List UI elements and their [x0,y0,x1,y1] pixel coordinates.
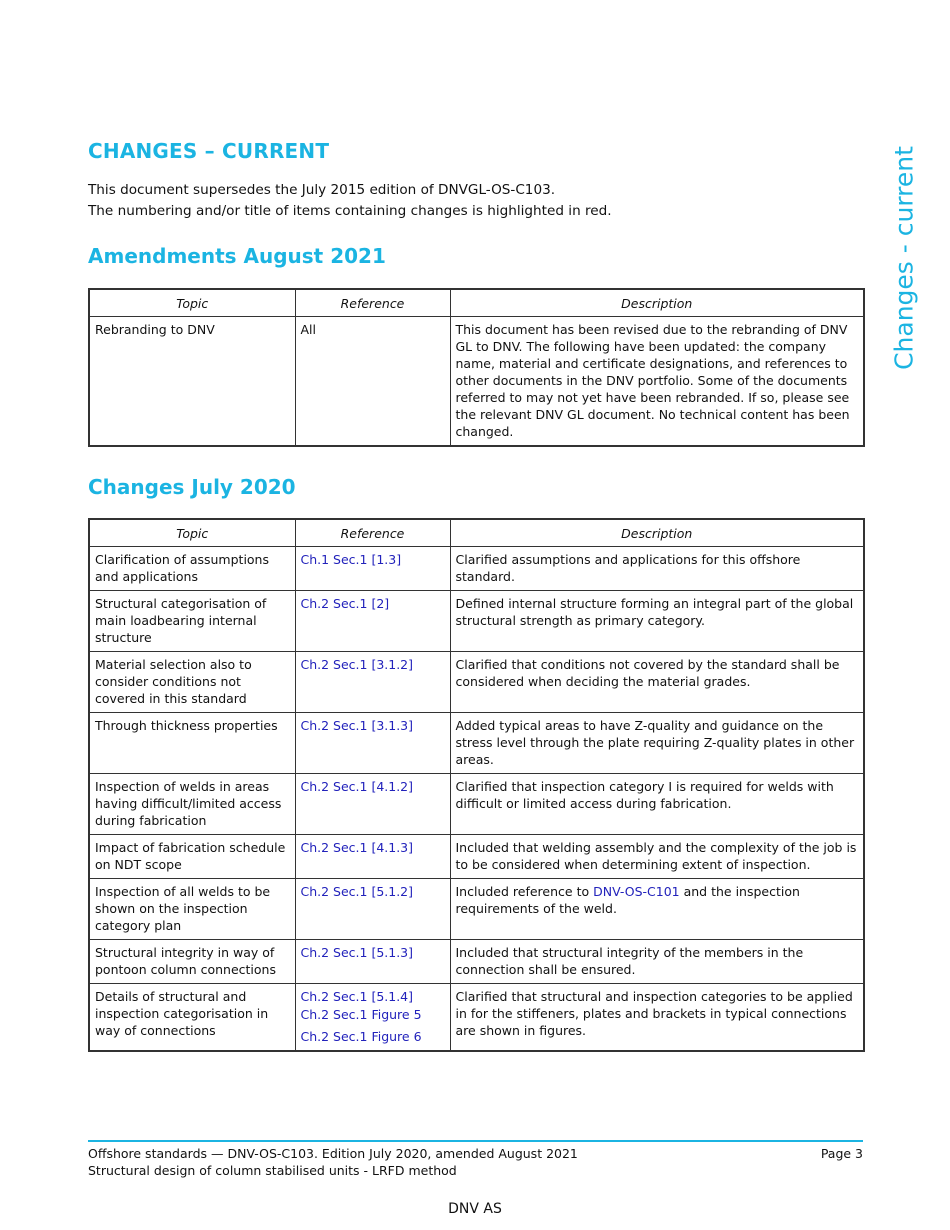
table-row [89,879,864,940]
description-cell: Clarified assumptions and applications for this offshore standard. [450,547,864,591]
description-cell: Clarified that conditions not covered by the standard shall be considered when deciding the material grades. [450,652,864,713]
description-cell: Added typical areas to have Z-quality and guidance on the stress level through the plate requiring Z-quality plates in other areas. [450,713,864,774]
description-cell: This document has been revised due to the rebranding of DNV GL to DNV. The following have been updated: the company name, material and certificate designations, and references to other documents in the DNV portfolio. Some of the documents referred to may not yet have been rebranded. If so, please see the relevant DNV GL document. No technical content has been changed. [450,317,864,447]
changes-table [88,518,865,1052]
intro-line-1: This document supersedes the July 2015 edition of DNVGL-OS-C103. [88,182,556,198]
side-tab [888,145,920,371]
footer-document-title: Offshore standards — DNV-OS-C103. Edition July 2020, amended August 2021 [88,1146,578,1161]
reference-cell [295,591,450,652]
intro-line-2: The numbering and/or title of items containing changes is highlighted in red. [88,203,612,219]
document-link[interactable]: DNV-OS-C101 [593,884,680,899]
topic-cell: Material selection also to consider conditions not covered in this standard [89,652,295,713]
reference-link[interactable]: Ch.2 Sec.1 [3.1.3] [300,718,414,733]
description-cell: Clarified that inspection category I is required for welds with difficult or limited access during fabrication. [450,774,864,835]
reference-cell [295,713,450,774]
description-cell: Clarified that structural and inspection categories to be applied in for the stiffeners, plates and brackets in typical connections are shown in figures. [450,984,864,1052]
reference-link[interactable]: Ch.2 Sec.1 [4.1.3] [300,840,414,855]
table-row [89,547,864,591]
description-cell: Defined internal structure forming an integral part of the global structural strength as primary category. [450,591,864,652]
reference-link[interactable]: Ch.2 Sec.1 Figure 6 [300,1029,422,1044]
description-text: and the inspection requirements of the weld. [455,884,800,916]
description-cell: Included that welding assembly and the complexity of the job is to be considered when determining extent of inspection. [450,835,864,879]
reference-link[interactable]: Ch.1 Sec.1 [1.3] [300,552,402,567]
reference-link[interactable]: Ch.2 Sec.1 [2] [300,596,390,611]
reference-link[interactable]: Ch.2 Sec.1 [4.1.2] [300,779,414,794]
column-header-reference: Reference [295,519,450,547]
footer-divider [88,1140,863,1142]
page-footer [88,1145,863,1179]
topic-cell: Inspection of welds in areas having difficult/limited access during fabrication [89,774,295,835]
reference-cell [295,835,450,879]
reference-link[interactable]: Ch.2 Sec.1 [5.1.4] [300,989,414,1004]
reference-cell [295,547,450,591]
topic-cell: Structural integrity in way of pontoon column connections [89,940,295,984]
table-row [89,835,864,879]
description-cell: Included that structural integrity of the members in the connection shall be ensured. [450,940,864,984]
reference-link[interactable]: Ch.2 Sec.1 Figure 5 [300,1007,422,1022]
table-row [89,713,864,774]
table-row [89,317,864,447]
page-number: Page 3 [820,1146,863,1161]
topic-cell: Structural categorisation of main loadbearing internal structure [89,591,295,652]
reference-cell: All [295,317,450,447]
table-row [89,984,864,1052]
changes-heading: Changes July 2020 [88,475,296,499]
reference-cell [295,940,450,984]
column-header-description: Description [450,519,864,547]
reference-cell [295,652,450,713]
table-row [89,591,864,652]
topic-cell: Through thickness properties [89,713,295,774]
topic-cell: Rebranding to DNV [89,317,295,447]
side-tab-label: Changes - current [889,146,919,370]
reference-cell [295,984,450,1052]
footer-document-subtitle: Structural design of column stabilised units - LRFD method [88,1163,457,1178]
reference-link[interactable]: Ch.2 Sec.1 [5.1.2] [300,884,414,899]
reference-cell [295,879,450,940]
description-cell [450,879,864,940]
amendments-table [88,288,865,447]
column-header-topic: Topic [89,519,295,547]
reference-link[interactable]: Ch.2 Sec.1 [3.1.2] [300,657,414,672]
table-header-row [89,519,864,547]
page-heading: CHANGES – CURRENT [88,139,330,163]
topic-cell: Details of structural and inspection categorisation in way of connections [89,984,295,1052]
company-name: DNV AS [448,1201,502,1217]
table-row [89,774,864,835]
amendments-heading: Amendments August 2021 [88,244,386,268]
topic-cell: Impact of fabrication schedule on NDT scope [89,835,295,879]
table-row [89,652,864,713]
table-header-row [89,289,864,317]
column-header-topic: Topic [89,289,295,317]
table-row [89,940,864,984]
topic-cell: Clarification of assumptions and applications [89,547,295,591]
column-header-reference: Reference [295,289,450,317]
column-header-description: Description [450,289,864,317]
intro-text [88,180,612,222]
reference-cell [295,774,450,835]
reference-link[interactable]: Ch.2 Sec.1 [5.1.3] [300,945,414,960]
description-text: Included reference to [455,884,594,899]
topic-cell: Inspection of all welds to be shown on the inspection category plan [89,879,295,940]
